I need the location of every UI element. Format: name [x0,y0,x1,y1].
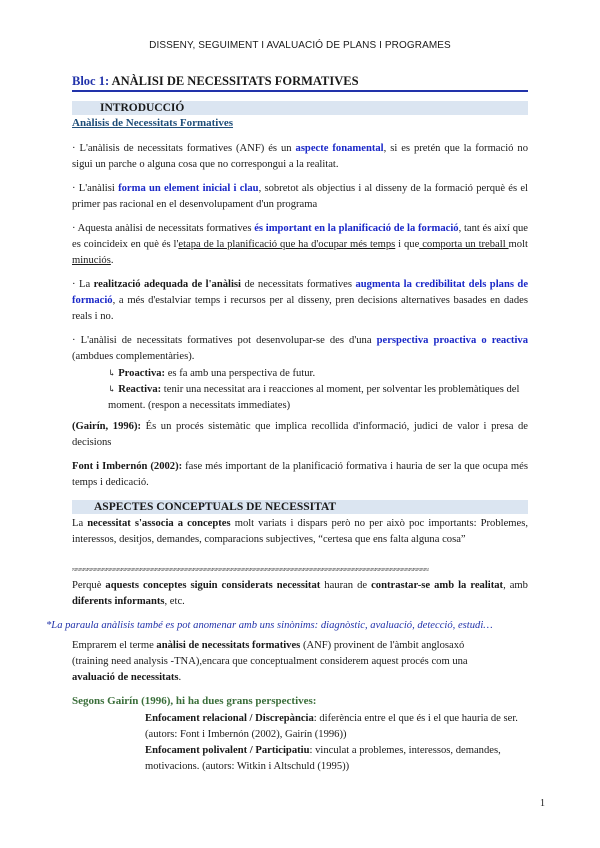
text: fase més important de la planificació formativa i hauria de ser la que ocupa més temps i dedicació. [72,461,528,488]
gairin-perspectives-heading: Segons Gairín (1996), hi ha dues grans perspectives: [72,695,317,707]
arrow-icon: ↳ [108,384,116,394]
text: i que [395,239,420,250]
paragraph-4 [72,277,528,325]
bloc-title [72,74,359,89]
text: Emprarem el terme [72,640,157,651]
bold-text: Reactiva: [118,384,162,395]
bold-text: necessitat s'associa a conceptes [87,518,231,529]
synonyms-note: *La paraula anàlisis també es pot anomenar amb uns sinònims: diagnòstic, avaluació, detecció, estudi… [46,620,493,631]
text: · L'anàlisi [72,183,119,194]
bold-text: contrastar-se amb la realitat [371,580,504,591]
section-heading: INTRODUCCIÓ [100,102,185,114]
text: (ANF) provinent de l'àmbit anglosaxó (training need analysis -TNA),encara que conceptualment considerem aquest procés com una [72,640,468,667]
highlight: perspectiva proactiva o reactiva [376,335,528,346]
section-bar-introduccio [72,101,528,115]
section-heading: ASPECTES CONCEPTUALS DE NECESSITAT [94,501,337,513]
paragraph-7 [72,578,528,610]
text: hauran de [320,580,372,591]
bold-text: anàlisi de necessitats formatives [156,640,301,651]
enfocament-relacional [145,711,528,743]
text: És un procés sistemàtic que implica recollida d'informació, judici de valor i presa de decisions [72,421,529,448]
bold-text: avaluació de necessitats [72,672,179,683]
bold-text: Enfocament polivalent / Participatiu [145,745,310,756]
text: , etc. [164,596,185,607]
bloc-rule [72,90,528,92]
paragraph-1 [72,141,528,173]
bold-text: diferents informants [72,596,165,607]
separator-line: ≈≈≈≈≈≈≈≈≈≈≈≈≈≈≈≈≈≈≈≈≈≈≈≈≈≈≈≈≈≈≈≈≈≈≈≈≈≈≈≈≈≈≈≈≈≈≈≈≈≈≈≈≈≈≈≈≈≈≈≈≈≈≈≈≈≈≈≈≈≈≈≈≈≈≈≈≈≈≈≈≈≈≈≈≈≈≈≈≈≈≈≈≈≈ [72,566,429,574]
highlight: augmenta la credibilitat dels plans de formació [72,279,529,306]
proactiva-item [108,365,528,382]
text: es fa amb una perspectiva de futur. [165,368,316,379]
text: , si es pretén que la formació no sigui un parche o alguna cosa que no correspongui a la realitat. [72,143,528,170]
bold-text: Enfocament relacional / Discrepància [145,713,314,724]
text: · Aquesta anàlisi de necessitats formatives [72,223,255,234]
section-bar-aspectes [72,500,528,514]
text: , amb [503,580,528,591]
paragraph-8 [72,638,502,686]
gairin-1996 [72,419,528,451]
text: Perquè [72,580,106,591]
highlight: és important en la planificació de la formació [254,223,459,234]
text: tenir una necessitat ara i reacciones al moment, per solventar les problemàtiques del moment. (respon a necessitats immediates) [108,384,520,411]
underlined-text: etapa de la planificació que ha d'ocupar més temps [178,239,396,250]
font-imbernon-2002 [72,459,528,491]
reactiva-item [108,381,528,414]
subheading-anf: Anàlisis de Necessitats Formatives [72,117,234,129]
text: molt [508,239,528,250]
page-header: DISSENY, SEGUIMENT I AVALUACIÓ DE PLANS I PROGRAMES [149,40,451,51]
text: La [72,518,88,529]
paragraph-5 [72,333,528,365]
text: , tant és així que es coincideix en què és l' [72,223,528,250]
bold-text: Font i Imbernón (2002): [72,461,183,472]
text: molt variats i dispars però no per això poc importants: Problemes, interessos, desitjos, demandes, comparacions subjectives, “certesa que ens falta alguna cosa” [72,518,529,545]
bold-text: (Gairín, 1996): [72,421,142,432]
page-number: 1 [540,798,545,809]
bold-text: aquests conceptes siguin considerats necessitat [105,580,321,591]
text: · L'anàlisi de necessitats formatives pot desenvolupar-se des d'una [72,335,377,346]
text: , sobretot als objectius i al disseny de la formació perquè és el primer pas racional en el desenvolupament d'un programa [72,183,529,210]
underlined-text: minuciós [72,255,111,266]
text: · L'anàlisis de necessitats formatives (ANF) és un [72,143,296,154]
text: : vinculat a problemes, interessos, demandes, motivacions. (autors: Witkin i Altschuld (1995)) [145,745,501,772]
highlight: aspecte fonamental [295,143,384,154]
text: , a més d'estalviar temps i recursos per al disseny, pren decisions alternatives basades en dades reals i no. [72,295,528,322]
underlined-text: comporta un treball [419,239,509,250]
highlight: forma un element inicial i clau [118,183,259,194]
text: · La [72,279,94,290]
paragraph-2 [72,181,528,213]
text: . [178,672,182,683]
paragraph-6 [72,516,528,548]
bloc-title-text: ANÀLISI DE NECESSITATS FORMATIVES [111,74,359,88]
text: (ambdues complementàries). [72,351,195,362]
paragraph-3 [72,221,528,269]
arrow-icon: ↳ [108,368,116,378]
bold-text: Proactiva: [118,368,166,379]
text: : diferència entre el que és i el que hauria de ser. (autors: Font i Imbernón (2002), Gairín (1996)) [145,713,518,740]
enfocament-polivalent [145,743,528,775]
bold-text: realització adequada de l'anàlisi [93,279,241,290]
bloc-number: Bloc 1: [72,74,110,88]
text: . [110,255,114,266]
text: de necessitats formatives [241,279,356,290]
